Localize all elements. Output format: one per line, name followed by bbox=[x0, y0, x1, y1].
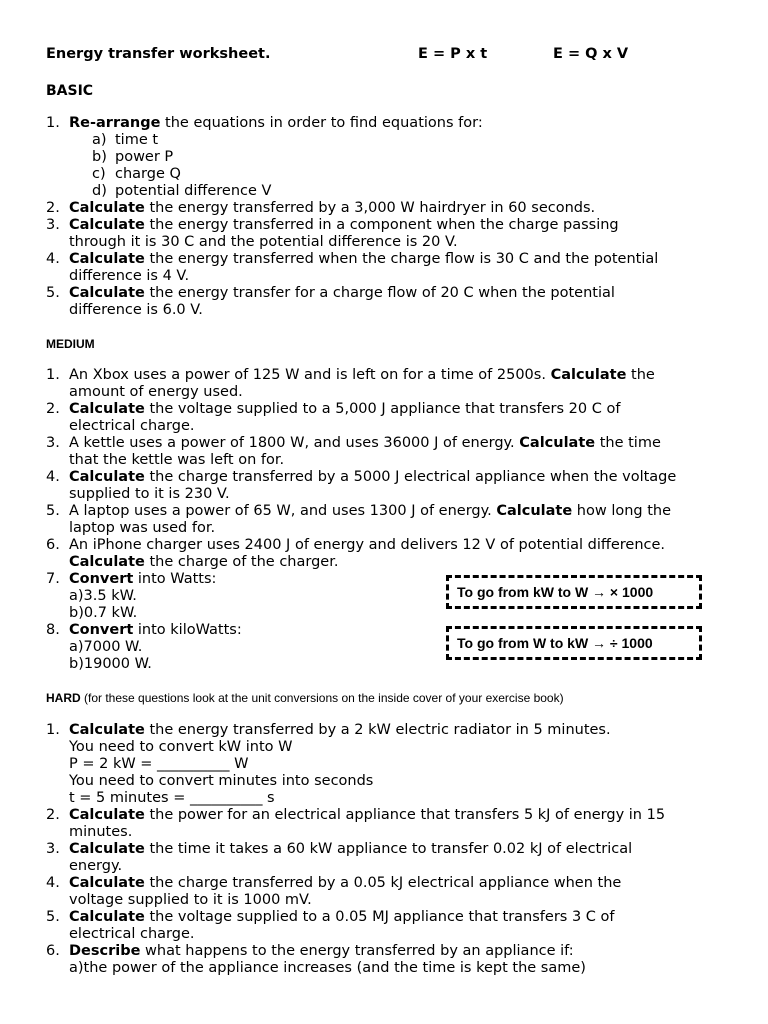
medium-heading: MEDIUM bbox=[46, 337, 95, 351]
conversion-box-kw-to-w: To go from kW to W → × 1000 bbox=[446, 575, 702, 609]
list-item: 4. Calculate the charge transferred by a 5000 J electrical appliance when the voltage supplied to it is 230 V. bbox=[46, 469, 677, 502]
list-item: 4. Calculate the energy transferred when the charge flow is 30 C and the potential difference is 4 V. bbox=[46, 251, 659, 284]
hard-heading: HARD (for these questions look at the unit conversions on the inside cover of your exercise book) bbox=[46, 691, 564, 705]
conversion-box-w-to-kw: To go from W to kW → ÷ 1000 bbox=[446, 626, 702, 660]
list-item: 5. Calculate the energy transfer for a charge flow of 20 C when the potential difference is 6.0 V. bbox=[46, 285, 615, 318]
list-item: 5. A laptop uses a power of 65 W, and uses 1300 J of energy. Calculate how long the laptop was used for. bbox=[46, 503, 672, 536]
list-item: 2. Calculate the voltage supplied to a 5,000 J appliance that transfers 20 C of electrical charge. bbox=[46, 401, 621, 434]
power-answer-blank: P = 2 kW = __________ W bbox=[69, 756, 249, 772]
list-item: 3. Calculate the time it takes a 60 kW appliance to transfer 0.02 kJ of electrical energy. bbox=[46, 841, 633, 874]
list-item: 3. A kettle uses a power of 1800 W, and uses 36000 J of energy. Calculate the time that the kettle was left on for. bbox=[46, 435, 661, 468]
list-item: 8. Convert into kiloWatts: a)7000 W. b)19000 W. bbox=[46, 622, 242, 672]
list-item: 1. An Xbox uses a power of 125 W and is left on for a time of 2500s. Calculate the amount of energy used. bbox=[46, 367, 655, 400]
hard-question-list bbox=[46, 722, 665, 977]
equation-charge-voltage: E = Q x V bbox=[553, 46, 629, 62]
equation-power-time: E = P x t bbox=[418, 46, 488, 62]
list-item: 1. Re-arrange the equations in order to find equations for: a) time t b) power P c) charge Q d) potential difference V bbox=[46, 115, 483, 199]
list-item: 3. Calculate the energy transferred in a component when the charge passing through it is 30 C and the potential difference is 20 V. bbox=[46, 217, 619, 250]
time-answer-blank: t = 5 minutes = __________ s bbox=[69, 790, 275, 806]
list-item: 6. Describe what happens to the energy transferred by an appliance if: a)the power of the appliance increases (and the time is kept the same) bbox=[46, 943, 586, 976]
worksheet-title: Energy transfer worksheet. bbox=[46, 46, 271, 62]
list-item: 5. Calculate the voltage supplied to a 0.05 MJ appliance that transfers 3 C of electrical charge. bbox=[46, 909, 615, 942]
basic-heading: BASIC bbox=[46, 83, 94, 99]
list-item: 2. Calculate the power for an electrical appliance that transfers 5 kJ of energy in 15 minutes. bbox=[46, 807, 666, 840]
list-item: 6. An iPhone charger uses 2400 J of energy and delivers 12 V of potential difference. Calculate the charge of the charger. bbox=[46, 537, 666, 570]
list-item: 7. Convert into Watts: a)3.5 kW. b)0.7 kW. bbox=[46, 571, 217, 621]
list-item: 2. Calculate the energy transferred by a 3,000 W hairdryer in 60 seconds. bbox=[46, 200, 596, 216]
basic-question-list bbox=[46, 115, 658, 319]
list-item: 1. Calculate the energy transferred by a 2 kW electric radiator in 5 minutes. You need to convert kW into W P = 2 kW = __________ W You need to convert minutes into seconds t = 5 minutes = __________ s bbox=[46, 722, 665, 807]
list-item: 4. Calculate the charge transferred by a 0.05 kJ electrical appliance when the voltage supplied to it is 1000 mV. bbox=[46, 875, 622, 908]
